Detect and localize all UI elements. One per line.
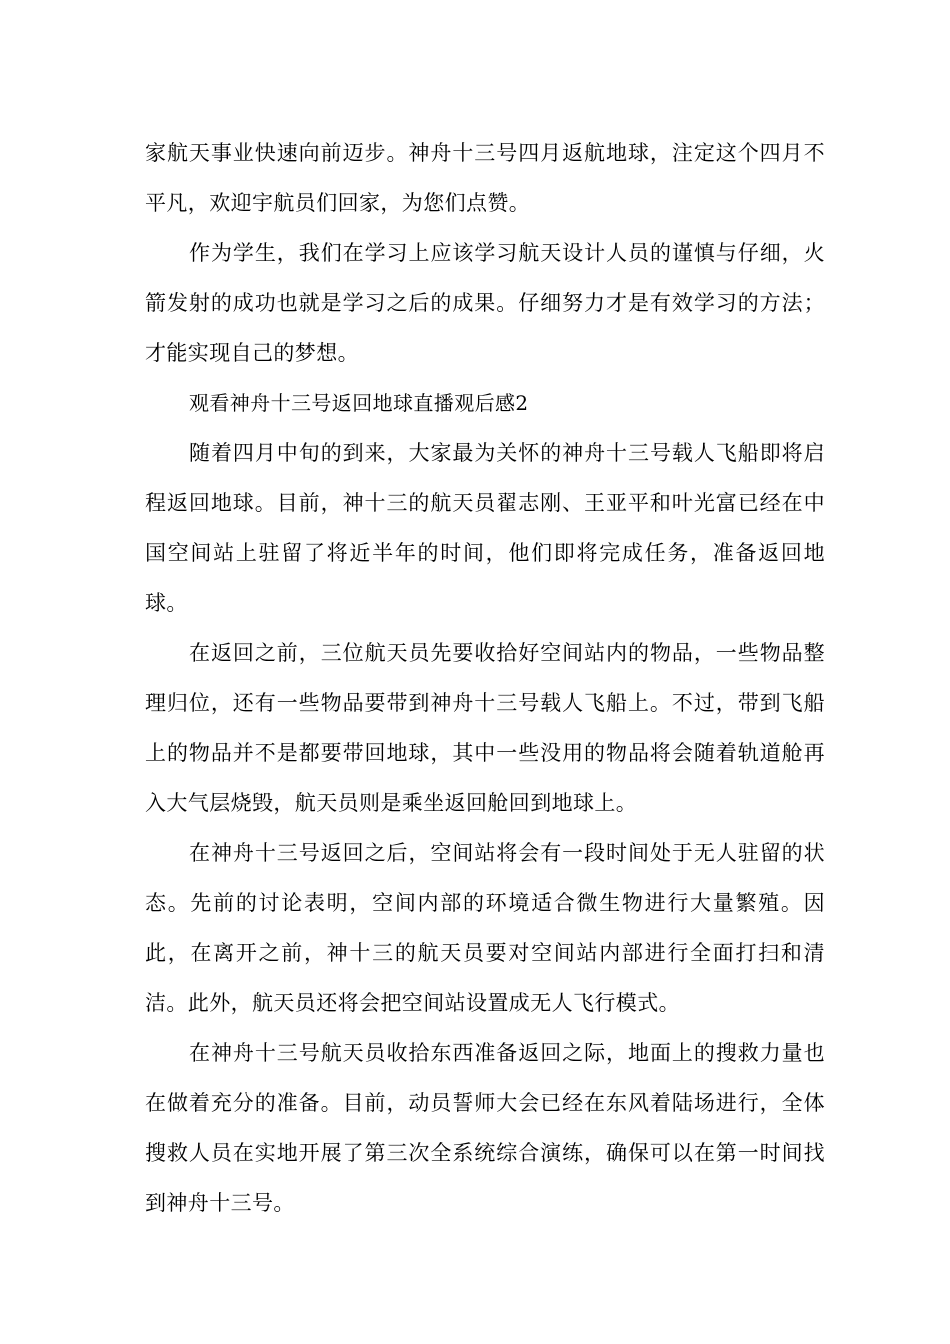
packing-paragraph: 在返回之前，三位航天员先要收拾好空间站内的物品，一些物品整理归位，还有一些物品要带到神舟十三号载人飞船上。不过，带到飞船上的物品并不是都要带回地球，其中一些没用的物品将会随着轨道舱再入大气层烧毁，航天员则是乘坐返回舱回到地球上。: [145, 641, 825, 815]
continued-paragraph: 家航天事业快速向前迈步。神舟十三号四月返航地球，注定这个四月不平凡，欢迎宇航员们回家，为您们点赞。: [145, 141, 825, 215]
section-heading: 观看神舟十三号返回地球直播观后感2: [189, 391, 529, 415]
cleaning-paragraph: 在神舟十三号返回之后，空间站将会有一段时间处于无人驻留的状态。先前的讨论表明，空间内部的环境适合微生物进行大量繁殖。因此，在离开之前，神十三的航天员要对空间站内部进行全面打扫和清洁。此外，航天员还将会把空间站设置成无人飞行模式。: [145, 841, 825, 1015]
student-paragraph: 作为学生，我们在学习上应该学习航天设计人员的谨慎与仔细，火箭发射的成功也就是学习之后的成果。仔细努力才是有效学习的方法；才能实现自己的梦想。: [145, 241, 825, 365]
return-paragraph: 随着四月中旬的到来，大家最为关怀的神舟十三号载人飞船即将启程返回地球。目前，神十三的航天员翟志刚、王亚平和叶光富已经在中国空间站上驻留了将近半年的时间，他们即将完成任务，准备返回地球。: [145, 441, 825, 615]
document-body: [145, 128, 825, 1228]
rescue-paragraph: 在神舟十三号航天员收拾东西准备返回之际，地面上的搜救力量也在做着充分的准备。目前，动员誓师大会已经在东风着陆场进行，全体搜救人员在实地开展了第三次全系统综合演练，确保可以在第一时间找到神舟十三号。: [145, 1041, 825, 1215]
